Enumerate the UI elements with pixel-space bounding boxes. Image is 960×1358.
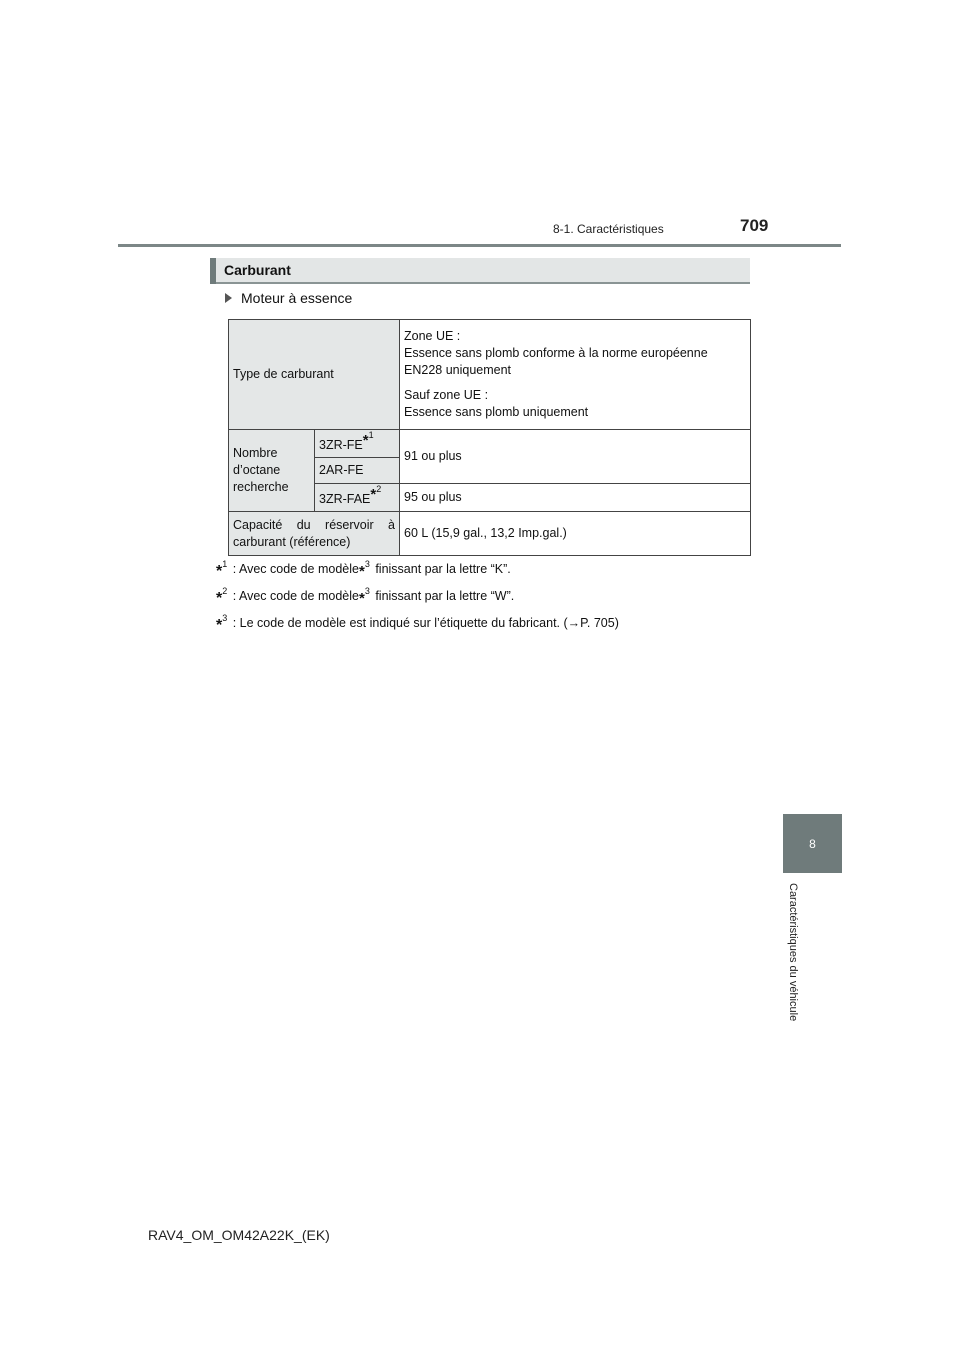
- octane-label-line: d’octane: [233, 463, 281, 478]
- table-row: [229, 320, 751, 430]
- fuel-type-label: Type de carburant: [229, 320, 400, 430]
- footnote: [216, 587, 619, 614]
- footnote-number: 2: [222, 586, 228, 596]
- page-number: 709: [740, 216, 769, 235]
- note-asterisk: *: [362, 432, 369, 450]
- note-ref: 2: [376, 484, 382, 495]
- capacity-label: [229, 512, 400, 556]
- footnote-mark: *: [216, 563, 223, 580]
- footnote: [216, 614, 619, 641]
- note-asterisk: *: [370, 486, 377, 504]
- chapter-tab: [783, 814, 842, 873]
- footnote-mark: *: [216, 617, 223, 634]
- chapter-side-label: [785, 883, 805, 1048]
- octane-value: 91 ou plus: [400, 430, 751, 484]
- octane-label-line: recherche: [233, 480, 289, 495]
- section-heading: [210, 258, 750, 284]
- engine-name: 3ZR-FE: [319, 438, 363, 453]
- footnote: [216, 560, 619, 587]
- footnote-text: : Le code de modèle est indiqué sur l’étiquette du fabricant. (: [232, 616, 568, 630]
- triangle-bullet-icon: [225, 293, 232, 303]
- page-reference-link[interactable]: P. 705): [580, 616, 619, 630]
- note-ref: 1: [368, 430, 374, 440]
- engine-cell: [315, 484, 400, 512]
- capacity-value: 60 L (15,9 gal., 13,2 Imp.gal.): [400, 512, 751, 556]
- footnote-text: : Avec code de modèle: [232, 562, 359, 576]
- footnote-text: finissant par la lettre “W”.: [371, 589, 515, 603]
- capacity-label-line: Capacité du réservoir à: [233, 517, 395, 532]
- footnote-mark: *: [216, 590, 223, 607]
- fuel-type-value: [400, 320, 751, 430]
- octane-label: [229, 430, 315, 512]
- chapter-title: Caractéristiques du véhicule: [787, 883, 799, 1022]
- section-title: Carburant: [224, 262, 291, 278]
- fuel-type-line: Sauf zone UE :: [404, 388, 489, 402]
- footnote-number: 1: [222, 559, 228, 569]
- fuel-type-line: Zone UE :: [404, 329, 461, 343]
- arrow-right-icon: →: [567, 616, 581, 630]
- engine-cell: [315, 430, 400, 458]
- footnote-number: 3: [222, 613, 228, 623]
- footnote-ref: 3: [364, 586, 370, 596]
- subheading-text: Moteur à essence: [241, 290, 353, 306]
- footnote-text: finissant par la lettre “K”.: [371, 562, 511, 576]
- footnote-ref: 3: [364, 559, 370, 569]
- note-asterisk: *: [358, 563, 365, 580]
- fuel-type-line: Essence sans plomb conforme à la norme européenne EN228 uniquement: [404, 346, 708, 377]
- note-asterisk: *: [358, 590, 365, 607]
- engine-name: 3ZR-FAE: [319, 492, 371, 507]
- chapter-number: 8: [809, 836, 816, 851]
- capacity-label-line: carburant (référence): [233, 534, 351, 549]
- footnotes: [216, 560, 619, 641]
- section-heading-bar: [210, 258, 216, 284]
- footnote-text: : Avec code de modèle: [232, 589, 359, 603]
- table-row: [229, 430, 751, 458]
- engine-cell: [315, 458, 400, 484]
- fuel-type-line: Essence sans plomb uniquement: [404, 405, 589, 419]
- header-rule: [118, 244, 841, 247]
- header-section-title: 8-1. Caractéristiques: [553, 222, 664, 236]
- octane-label-line: Nombre: [233, 446, 278, 461]
- document-code: RAV4_OM_OM42A22K_(EK): [148, 1227, 330, 1243]
- octane-value: 95 ou plus: [400, 484, 751, 512]
- fuel-spec-table: [228, 319, 751, 556]
- subheading: [225, 290, 352, 306]
- table-row: [229, 512, 751, 556]
- engine-name: 2AR-FE: [319, 463, 364, 478]
